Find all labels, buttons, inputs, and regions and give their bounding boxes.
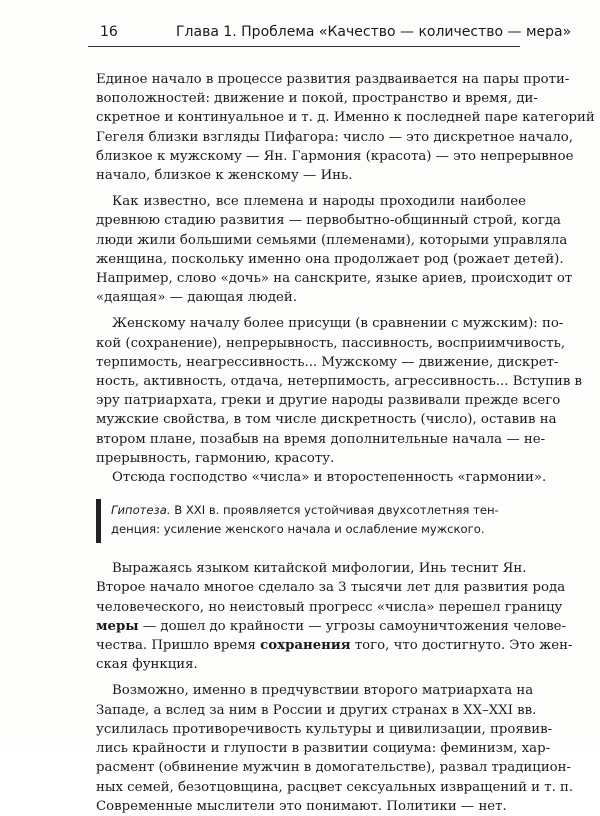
text-line: Выражаясь языком китайской мифологии, Инь теснит Ян. [112,561,527,577]
paragraph [96,468,547,487]
text-line: Например, слово «дочь» на санскрите, языке ариев, происходит от [96,271,573,287]
text-line: ность, активность, отдача, нетерпимость, агрессивность... Вступив в [96,374,583,390]
text-line: мужские свойства, в том числе дискретность (число), оставив на [96,412,557,428]
paragraph [96,192,573,307]
text-line: Гегеля близки взгляды Пифагора: число — это дискретное начало, [96,129,574,145]
text-line: древнюю стадию развития — первобытно-общинный строй, когда [96,213,561,229]
hypothesis-line: Гипотеза. В XXI в. проявляется устойчивая двухсотлетняя тен- [111,503,499,518]
body-text [96,70,595,816]
text-line: прерывность, гармонию, красоту. [96,450,335,466]
text-line: Возможно, именно в предчувствии второго матриархата на [112,683,534,699]
hypothesis-line: денция: усиление женского начала и ослабление мужского. [111,522,485,537]
text-line: расмент (обвинение мужчин в домогательстве), развал традицион- [96,760,572,776]
text-line: эру патриархата, греки и другие народы развивали прежде всего [96,393,561,409]
text-line: Женскому началу более присущи (в сравнении с мужским): по- [112,316,564,332]
page-number: 16 [100,24,118,40]
paragraph [96,70,595,185]
text-line: женщина, поскольку именно она продолжает род (рожает детей). [96,251,564,267]
text-line: Единое начало в процессе развития раздваивается на пары проти- [96,72,570,87]
chapter-title: Глава 1. Проблема «Качество — количество — мера» [176,24,572,40]
text-line: ская функция. [96,657,198,673]
text-line: Западе, а вслед за ним в России и других странах в XX–XXI вв. [96,702,537,718]
text-line: Отсюда господство «числа» и второстепенность «гармонии». [112,470,547,486]
text-line: близкое к мужскому — Ян. Гармония (красота) — это непрерывное [96,148,574,164]
text-line: «даящая» — дающая людей. [96,290,297,306]
paragraph [96,559,573,674]
text-line: люди жили большими семьями (племенами), которыми управляла [96,232,568,248]
text-line: терпимость, неагрессивность... Мужскому — движение, дискрет- [96,354,559,370]
text-line: Как известно, все племена и народы проходили наиболее [112,194,526,210]
text-line: кой (сохранение), непрерывность, пассивность, восприимчивость, [96,335,566,351]
text-line: меры — дошел до крайности — угрозы самоуничтожения челове- [96,618,566,634]
text-line: втором плане, позабыв на время дополнительные начала — не- [96,431,546,447]
text-line: ных семей, безотцовщина, расцвет сексуальных извращений и т. п. [96,779,574,795]
paragraph [96,681,574,815]
text-line: человеческого, но неистовый прогресс «числа» перешел границу [96,599,563,615]
hypothesis-label: Гипотеза. [111,503,171,518]
text-line: скретное и континуальное и т. д. Именно к последней паре категорий [96,110,595,126]
text-line: усилилась противоречивость культуры и цивилизации, проявив- [96,721,553,737]
text-line: лись крайности и глупости в развитии социума: феминизм, хар- [96,741,551,757]
text-line: воположностей: движение и покой, пространство и время, ди- [96,91,538,107]
text-line: Второе начало многое сделало за 3 тысячи лет для развития рода [96,580,566,596]
text-line: чества. Пришло время сохранения того, что достигнуто. Это жен- [96,638,573,654]
hypothesis-box [96,499,526,543]
bold-term: сохранения [260,638,351,654]
text-line: Современные мыслители это понимают. Политики — нет. [96,798,507,814]
running-header [88,20,572,47]
paragraph [96,314,583,468]
bold-term: меры [96,618,139,634]
text-line: начало, близкое к женскому — Инь. [96,168,353,184]
